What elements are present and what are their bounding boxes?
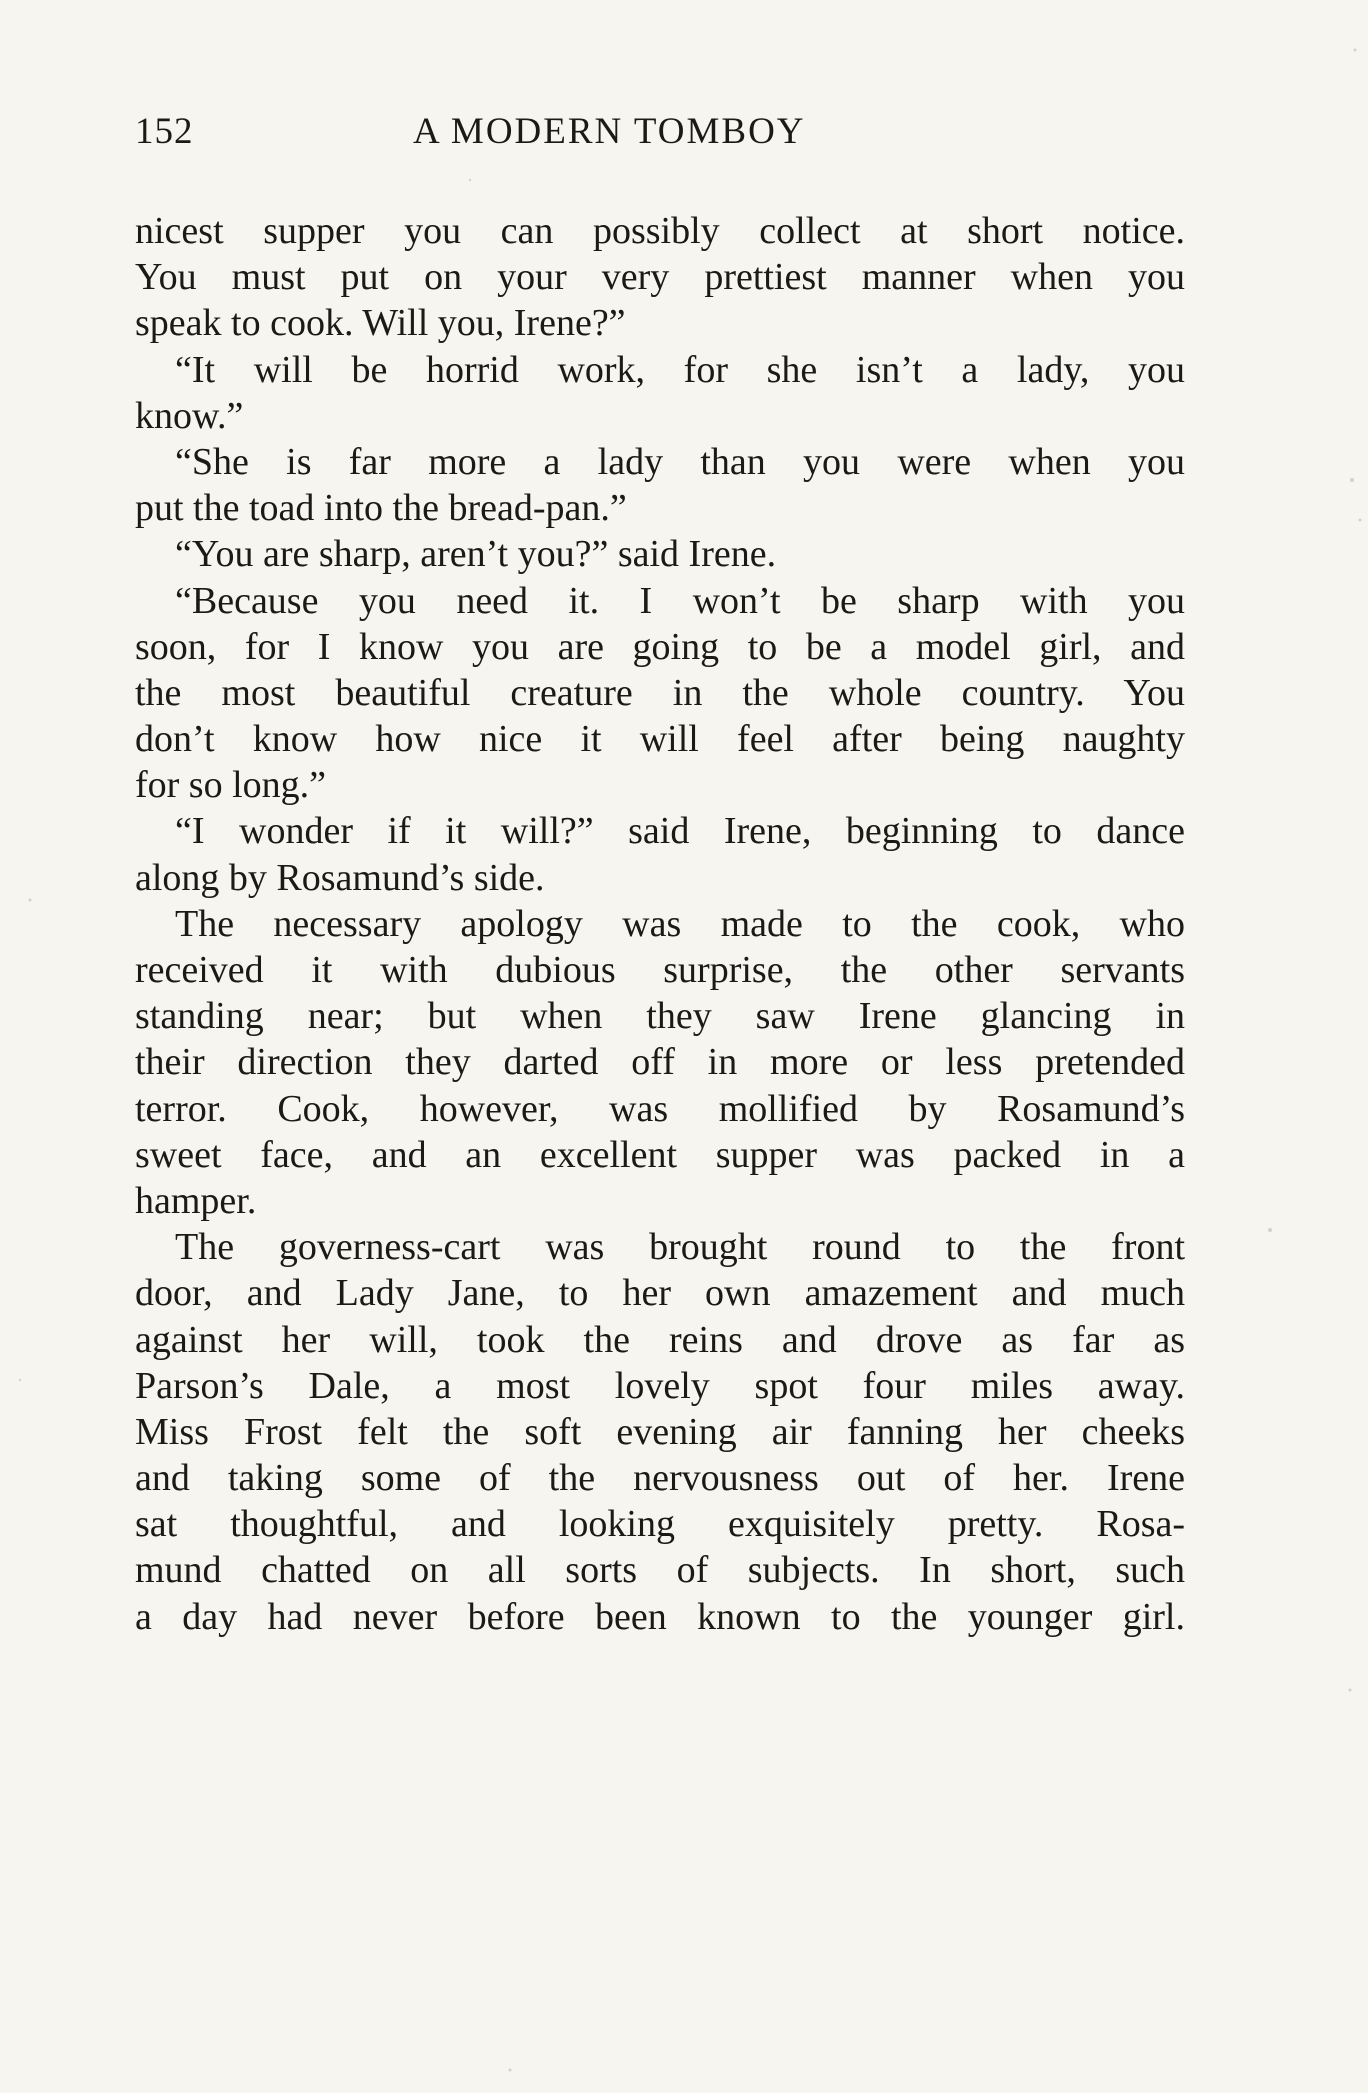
body-text [135, 208, 1185, 1640]
text-line: for so long.” [135, 764, 327, 807]
text-line: sat thoughtful, and looking exquisitely pretty. Rosa- [135, 1503, 1185, 1546]
text-line: Miss Frost felt the soft evening air fanning her cheeks [135, 1410, 1185, 1453]
text-line: and taking some of the nervousness out of her. Irene [135, 1457, 1185, 1500]
text-line: received it with dubious surprise, the other servants [135, 949, 1185, 991]
text-line: The governess-cart was brought round to the front [175, 1226, 1185, 1269]
text-line: “It will be horrid work, for she isn’t a lady, you [175, 348, 1185, 391]
text-line: “You are sharp, aren’t you?” said Irene. [175, 533, 777, 576]
text-line: the most beautiful creature in the whole country. You [135, 671, 1185, 714]
text-line: “She is far more a lady than you were when you [175, 440, 1185, 483]
text-line: nicest supper you can possibly collect at short notice. [135, 210, 1185, 252]
text-line: door, and Lady Jane, to her own amazement and much [135, 1272, 1185, 1315]
text-line: don’t know how nice it will feel after being naughty [135, 718, 1185, 761]
text-line: terror. Cook, however, was mollified by Rosamund’s [135, 1087, 1185, 1130]
text-line: The necessary apology was made to the cook, who [175, 902, 1185, 945]
text-line: Parson’s Dale, a most lovely spot four miles away. [135, 1364, 1185, 1407]
text-line: along by Rosamund’s side. [135, 856, 545, 899]
text-line: against her will, took the reins and drove as far as [135, 1318, 1185, 1361]
text-line: a day had never before been known to the younger girl. [135, 1595, 1185, 1638]
text-line: hamper. [135, 1179, 257, 1222]
text-line: “I wonder if it will?” said Irene, beginning to dance [175, 810, 1185, 853]
running-title: A MODERN TOMBOY [413, 111, 806, 152]
page-number: 152 [135, 111, 194, 152]
running-head [135, 110, 895, 160]
text-line: “Because you need it. I won’t be sharp with you [175, 579, 1185, 622]
text-line: sweet face, and an excellent supper was packed in a [135, 1133, 1185, 1176]
text-line: soon, for I know you are going to be a model girl, and [135, 625, 1185, 668]
text-line: standing near; but when they saw Irene glancing in [135, 995, 1185, 1038]
text-line: know.” [135, 394, 244, 437]
text-line: mund chatted on all sorts of subjects. In short, such [135, 1549, 1185, 1592]
text-line: their direction they darted off in more or less pretended [135, 1041, 1185, 1084]
text-line: speak to cook. Will you, Irene?” [135, 302, 626, 345]
text-line: put the toad into the bread-pan.” [135, 487, 627, 530]
text-line: You must put on your very prettiest manner when you [135, 256, 1185, 299]
